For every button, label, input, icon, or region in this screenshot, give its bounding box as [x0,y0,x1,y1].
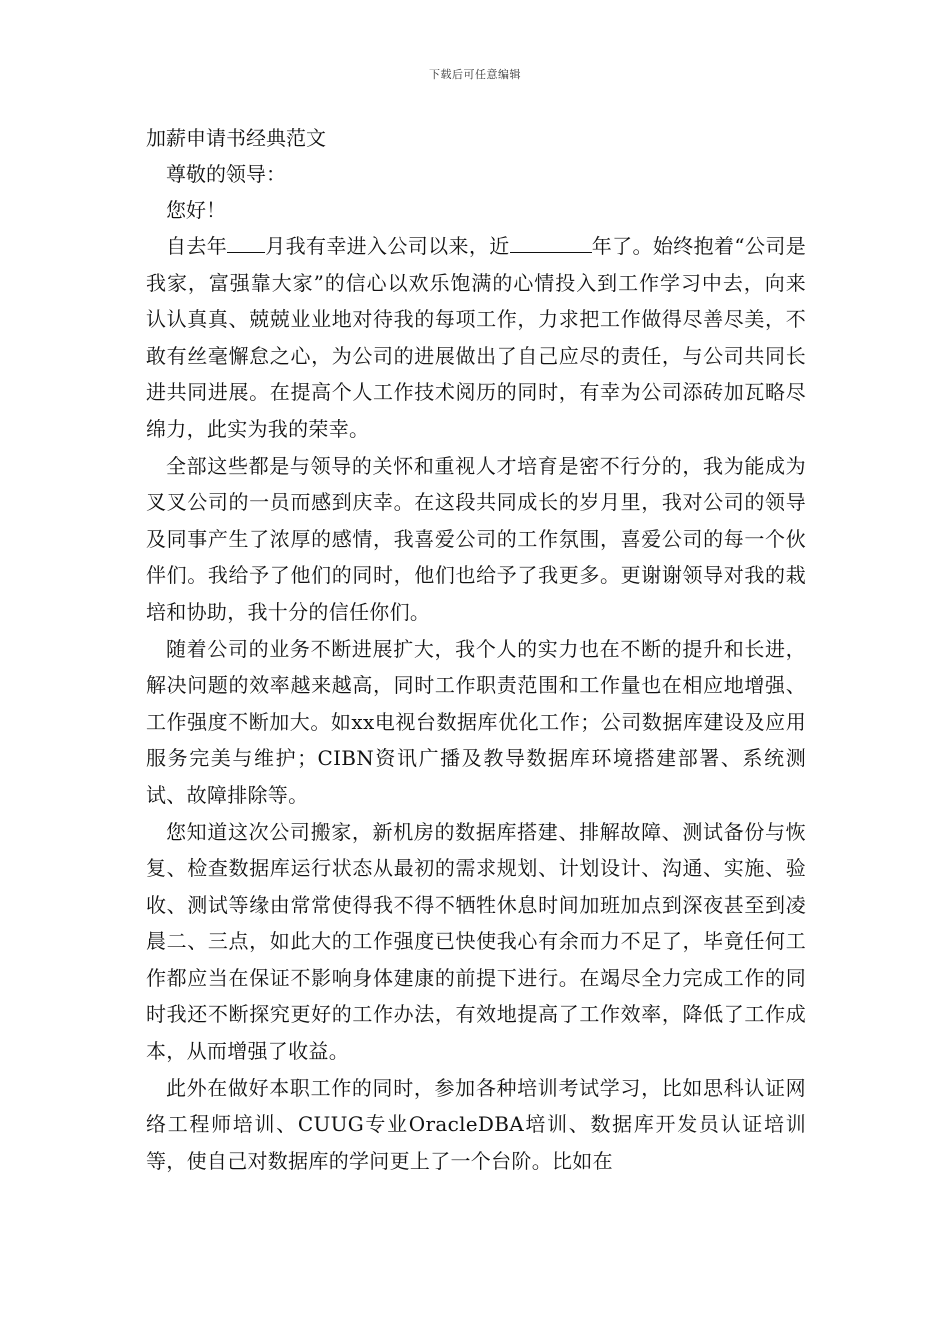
paragraph-1-part-2: 月我有幸进入公司以来，近 [265,234,510,258]
blank-line-month [227,234,265,253]
paragraph-1-part-1: 自去年 [166,234,228,258]
salutation: 尊敬的领导： [166,162,286,186]
greeting: 您好！ [166,198,226,222]
paragraph-2: 全部这些都是与领导的关怀和重视人才培育是密不行分的，我为能成为叉叉公司的一员而感到庆幸。在这段共同成长的岁月里，我对公司的领导及同事产生了浓厚的感情，我喜爱公司的工作氛围，喜爱公司的每一个伙伴们。我给予了他们的同时，他们也给予了我更多。更谢谢领导对我的栽培和协助，我十分的信任你们。 [146,453,806,624]
paragraph-1-part-3: 年了。始终抱着“公司是我家，富强靠大家”的信心以欢乐饱满的心情投入到工作学习中去，向来认认真真、兢兢业业地对待我的每项工作，力求把工作做得尽善尽美，不敢有丝毫懈怠之心，为公司的进展做出了自己应尽的责任，与公司共同长进共同进展。在提高个人工作技术阅历的同时，有幸为公司添砖加瓦略尽绵力，此实为我的荣幸。 [146,234,806,441]
document-body [146,120,806,1179]
paragraph-4: 您知道这次公司搬家，新机房的数据库搭建、排解故障、测试备份与恢复、检查数据库运行状态从最初的需求规划、计划设计、沟通、实施、验收、测试等缘由常常使得我不得不牺牲休息时间加班加点到深夜甚至到凌晨二、三点，如此大的工作强度已快使我心有余而力不足了，毕竟任何工作都应当在保证不影响身体建康的前提下进行。在竭尽全力完成工作的同时我还不断探究更好的工作办法，有效地提高了工作效率，降低了工作成本，从而增强了收益。 [146,819,806,1064]
document-title: 加薪申请书经典范文 [146,126,326,150]
paragraph-1 [146,228,806,448]
paragraph-5: 此外在做好本职工作的同时，参加各种培训考试学习，比如思科认证网络工程师培训、CUUG专业OracleDBA培训、数据库开发员认证培训等，使自己对数据库的学问更上了一个台阶。比如在 [146,1075,806,1173]
paragraph-3: 随着公司的业务不断进展扩大，我个人的实力也在不断的提升和长进，解决问题的效率越来越高，同时工作职责范围和工作量也在相应地增强、工作强度不断加大。如xx电视台数据库优化工作；公司数据库建设及应用服务完美与维护；CIBN资讯广播及教导数据库环境搭建部署、系统测试、故障排除等。 [146,636,806,807]
header-note: 下载后可任意编辑 [429,68,521,81]
blank-line-years [510,234,592,253]
